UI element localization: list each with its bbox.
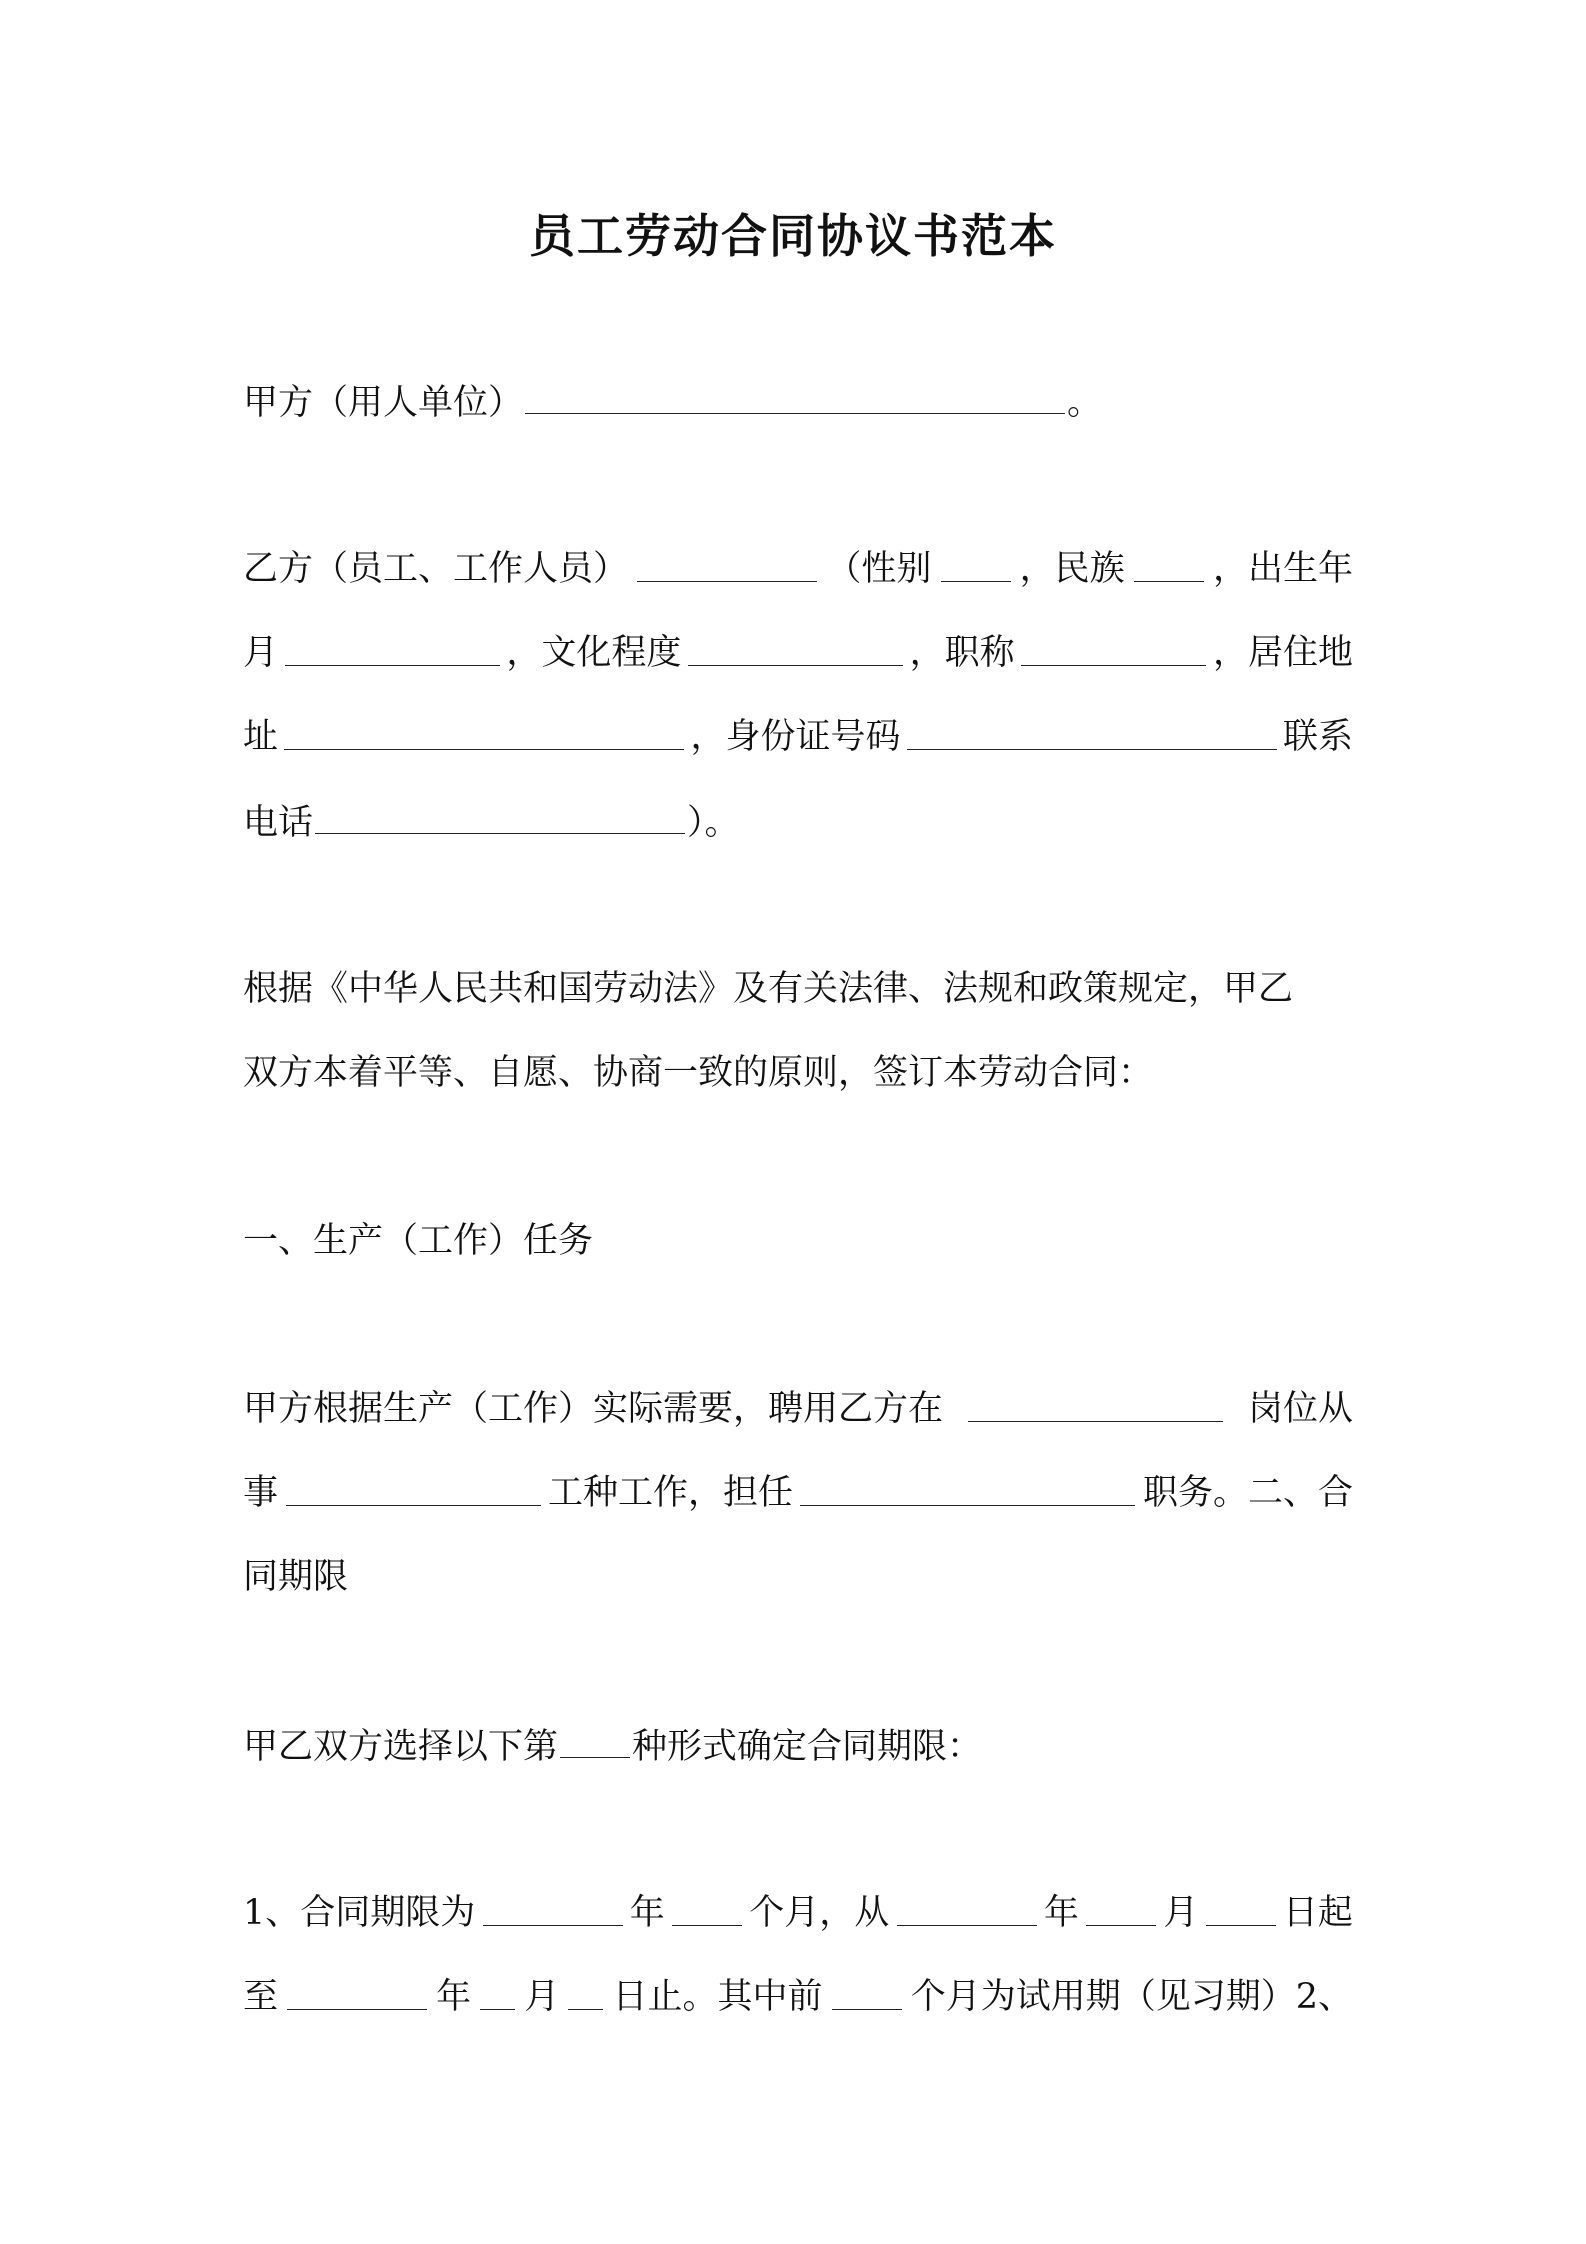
job-title-blank bbox=[1021, 632, 1206, 666]
section-2-start: 职务。二、合 bbox=[1142, 1473, 1353, 1513]
end-month-blank bbox=[480, 1976, 515, 2010]
position-blank bbox=[968, 1388, 1223, 1422]
address-label-end: 址 bbox=[243, 717, 279, 757]
end-year-blank bbox=[287, 1976, 427, 2010]
start-day-label: 日起 bbox=[1282, 1893, 1353, 1933]
party-b-line-1 bbox=[243, 548, 1353, 590]
gender-label: （性别 bbox=[826, 549, 932, 589]
end-label: 至 bbox=[243, 1977, 279, 2017]
party-b-line-3 bbox=[243, 716, 1353, 758]
phone-label: 电话 bbox=[243, 803, 314, 844]
gender-blank bbox=[941, 548, 1011, 582]
start-day-blank bbox=[1206, 1892, 1276, 1926]
term-months-blank bbox=[672, 1892, 742, 1926]
ethnicity-blank bbox=[1134, 548, 1204, 582]
probation-label: 日止。其中前 bbox=[612, 1977, 823, 2017]
party-b-line-2 bbox=[243, 632, 1353, 674]
document-title: 员工劳动合同协议书范本 bbox=[529, 209, 1057, 263]
duty-label: 工种工作，担任 bbox=[547, 1473, 793, 1513]
end-year-label: 年 bbox=[436, 1977, 472, 2017]
education-label: ，文化程度 bbox=[506, 633, 682, 673]
birth-date-blank bbox=[285, 632, 500, 666]
term-choice-label: 甲乙双方选择以下第 bbox=[243, 1727, 559, 1768]
end-day-blank bbox=[568, 1976, 603, 2010]
section-1-line-2 bbox=[243, 1472, 1353, 1514]
term-years-blank bbox=[483, 1892, 623, 1926]
party-b-end: ）。 bbox=[687, 803, 740, 844]
contact-label: 联系 bbox=[1282, 717, 1353, 757]
term-choice-label-end: 种形式确定合同期限： bbox=[632, 1727, 983, 1768]
position-label: 甲方根据生产（工作）实际需要，聘用乙方在 bbox=[243, 1389, 944, 1429]
party-a-end: 。 bbox=[1067, 383, 1103, 424]
section-1-line-1 bbox=[243, 1388, 1353, 1430]
id-number-blank bbox=[907, 716, 1277, 750]
education-blank bbox=[688, 632, 903, 666]
party-a-label: 甲方（用人单位） bbox=[243, 383, 524, 424]
start-month-blank bbox=[1086, 1892, 1156, 1926]
work-type-blank bbox=[286, 1472, 541, 1506]
probation-label-end: 个月为试用期（见习期）2、 bbox=[910, 1977, 1353, 2017]
end-month-label: 月 bbox=[524, 1977, 560, 2017]
party-a-name-blank bbox=[525, 380, 1065, 414]
probation-months-blank bbox=[832, 1976, 902, 2010]
start-month-label: 月 bbox=[1163, 1893, 1199, 1933]
address-blank bbox=[284, 716, 684, 750]
term-choice-line bbox=[243, 1724, 1353, 1768]
birth-label: ，出生年 bbox=[1212, 549, 1353, 589]
party-b-name-blank bbox=[637, 548, 817, 582]
ethnicity-label: ，民族 bbox=[1019, 549, 1125, 589]
address-label: ，居住地 bbox=[1212, 633, 1353, 673]
start-year-label: 年 bbox=[1043, 1893, 1079, 1933]
id-number-label: ，身份证号码 bbox=[690, 717, 901, 757]
position-label-end: 岗位从 bbox=[1247, 1389, 1353, 1429]
intro-line-1: 根据《中华人民共和国劳动法》及有关法律、法规和政策规定，甲乙 bbox=[243, 969, 1294, 1009]
party-a-line bbox=[243, 380, 1353, 424]
term-length-label: 1、合同期限为 bbox=[243, 1893, 476, 1933]
year-label: 年 bbox=[629, 1893, 665, 1933]
term-form-blank bbox=[560, 1724, 630, 1758]
start-year-blank bbox=[897, 1892, 1037, 1926]
section-2-heading: 同期限 bbox=[243, 1557, 349, 1597]
duty-blank bbox=[800, 1472, 1135, 1506]
intro-line-2: 双方本着平等、自愿、协商一致的原则，签订本劳动合同： bbox=[243, 1053, 1154, 1093]
party-b-label: 乙方（员工、工作人员） bbox=[243, 549, 629, 589]
phone-blank bbox=[315, 800, 685, 834]
term-1-line-2 bbox=[243, 1976, 1353, 2018]
job-title-label: ，职称 bbox=[909, 633, 1015, 673]
section-1-heading: 一、生产（工作）任务 bbox=[243, 1221, 594, 1261]
months-from-label: 个月，从 bbox=[749, 1893, 890, 1933]
birth-month-label: 月 bbox=[243, 633, 279, 673]
party-b-line-4 bbox=[243, 800, 1353, 844]
work-type-label: 事 bbox=[243, 1473, 279, 1513]
term-1-line-1 bbox=[243, 1892, 1353, 1934]
